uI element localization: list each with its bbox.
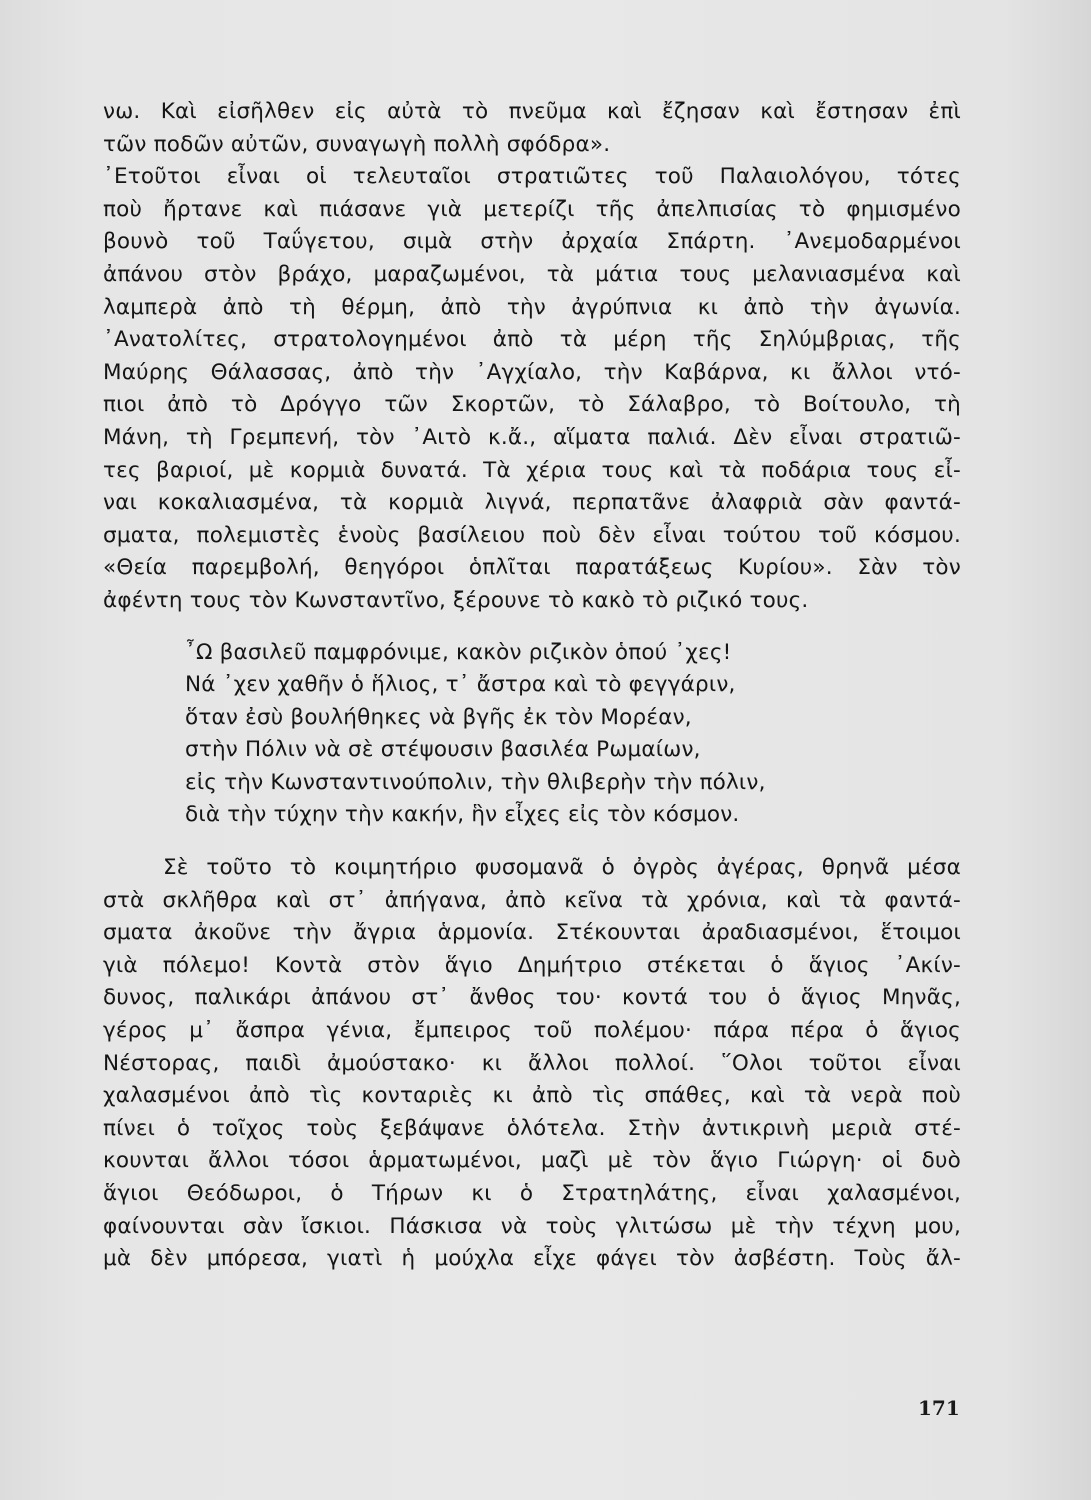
page-number: 171 [918,1396,960,1420]
text-line: δυνος, παλικάρι ἀπάνου στ᾿ ἄνθος του· κοντά του ὁ ἅγιος Μηνᾶς, [103,985,961,1011]
text-line: στὰ σκλῆθρα καὶ στ᾿ ἀπήγανα, ἀπὸ κεῖνα τὰ χρόνια, καὶ τὰ φαντά- [103,887,961,913]
text-line: γιὰ πόλεμο! Κοντὰ στὸν ἅγιο Δημήτριο στέκεται ὁ ἅγιος ᾿Ακίν- [103,952,961,978]
text-line: Μαύρης Θάλασσας, ἀπὸ τὴν ᾿Αγχίαλο, τὴν Καβάρνα, κι ἄλλοι ντό- [103,359,961,385]
text-line: χαλασμένοι ἀπὸ τὶς κονταριὲς κι ἀπὸ τὶς σπάθες, καὶ τὰ νερὰ ποὺ [103,1083,961,1109]
verse-line: στὴν Πόλιν νὰ σὲ στέψουσιν βασιλέα Ρωμαίων, [185,737,701,763]
text-line: «Θεία παρεμβολή, θεηγόροι ὁπλῖται παρατάξεως Κυρίου». Σὰν τὸν [103,555,961,581]
text-line: φαίνουνται σὰν ἴσκιοι. Πάσκισα νὰ τοὺς γλιτώσω μὲ τὴν τέχνη μου, [103,1213,961,1239]
text-line: λαμπερὰ ἀπὸ τὴ θέρμη, ἀπὸ τὴν ἀγρύπνια κι ἀπὸ τὴν ἀγωνία. [103,294,961,320]
paragraph-2 [103,852,961,1276]
text-line: ναι κοκαλιασμένα, τὰ κορμιὰ λιγνά, περπατᾶνε ἀλαφριὰ σὰν φαντά- [103,490,961,516]
text-line: ἀπάνου στὸν βράχο, μαραζωμένοι, τὰ μάτια τους μελανιασμένα καὶ [103,261,961,287]
text-line: πιοι ἀπὸ τὸ Δρόγγο τῶν Σκορτῶν, τὸ Σάλαβρο, τὸ Βοίτουλο, τὴ [103,392,961,418]
text-line: ᾿Ανατολίτες, στρατολογημένοι ἀπὸ τὰ μέρη τῆς Σηλύμβριας, τῆς [103,327,961,353]
paragraph-1 [103,96,961,618]
text-line: πίνει ὁ τοῖχος τοὺς ξεβάψανε ὁλότελα. Στὴν ἀντικρινὴ μεριὰ στέ- [103,1115,961,1141]
text-line: νω. Καὶ εἰσῆλθεν εἰς αὐτὰ τὸ πνεῦμα καὶ ἔζησαν καὶ ἔστησαν ἐπὶ [103,99,961,124]
text-line: ᾿Ετοῦτοι εἶναι οἱ τελευταῖοι στρατιῶτες τοῦ Παλαιολόγου, τότες [103,164,961,190]
page-text [103,96,961,1276]
text-line: ἀφέντη τους τὸν Κωνσταντῖνο, ξέρουνε τὸ κακὸ τὸ ριζικό τους. [103,587,809,613]
verse-line: ῏Ω βασιλεῦ παμφρόνιμε, κακὸν ριζικὸν ὁπού ᾿χες! [185,639,732,665]
text-line: μὰ δὲν μπόρεσα, γιατὶ ἡ μούχλα εἶχε φάγει τὸν ἀσβέστη. Τοὺς ἄλ- [103,1246,961,1272]
text-line: τῶν ποδῶν αὐτῶν, συναγωγὴ πολλὴ σφόδρα». [103,131,611,157]
text-line: Νέστορας, παιδὶ ἀμούστακο· κι ἄλλοι πολλοί. ῞Ολοι τοῦτοι εἶναι [103,1050,961,1076]
verse-line: Νά ᾿χεν χαθῆν ὁ ἥλιος, τ᾿ ἄστρα καὶ τὸ φεγγάριν, [185,672,736,698]
verse-line: διὰ τὴν τύχην τὴν κακήν, ἣν εἶχες εἰς τὸν κόσμον. [185,802,740,828]
text-line: τες βαριοί, μὲ κορμιὰ δυνατά. Τὰ χέρια τους καὶ τὰ ποδάρια τους εἶ- [103,457,961,483]
text-line: γέρος μ᾿ ἄσπρα γένια, ἔμπειρος τοῦ πολέμου· πάρα πέρα ὁ ἅγιος [103,1018,961,1044]
verse-line: ὅταν ἐσὺ βουλήθηκες νὰ βγῆς ἐκ τὸν Μορέαν, [185,704,692,730]
text-line: κουνται ἄλλοι τόσοι ἁρματωμένοι, μαζὶ μὲ τὸν ἅγιο Γιώργη· οἱ δυὸ [103,1148,961,1174]
text-line: ποὺ ἤρτανε καὶ πιάσανε γιὰ μετερίζι τῆς ἀπελπισίας τὸ φημισμένο [103,196,961,222]
text-line: σματα, πολεμιστὲς ἑνοὺς βασίλειου ποὺ δὲν εἶναι τούτου τοῦ κόσμου. [103,522,961,548]
verse-quotation [185,637,961,833]
text-line: Σὲ τοῦτο τὸ κοιμητήριο φυσομανᾶ ὁ ὀγρὸς ἀγέρας, θρηνᾶ μέσα [163,855,961,881]
text-line: βουνὸ τοῦ Ταΰγετου, σιμὰ στὴν ἀρχαία Σπάρτη. ᾿Ανεμοδαρμένοι [103,229,961,255]
verse-line: εἰς τὴν Κωνσταντινούπολιν, τὴν θλιβερὴν τὴν πόλιν, [185,769,766,795]
text-line: ἅγιοι Θεόδωροι, ὁ Τήρων κι ὁ Στρατηλάτης, εἶναι χαλασμένοι, [103,1181,961,1206]
text-line: σματα ἀκοῦνε τὴν ἄγρια ἁρμονία. Στέκουνται ἀραδιασμένοι, ἕτοιμοι [103,920,961,946]
text-line: Μάνη, τὴ Γρεμπενή, τὸν ᾿Αιτὸ κ.ἄ., αἵματα παλιά. Δὲν εἶναι στρατιῶ- [103,424,961,450]
